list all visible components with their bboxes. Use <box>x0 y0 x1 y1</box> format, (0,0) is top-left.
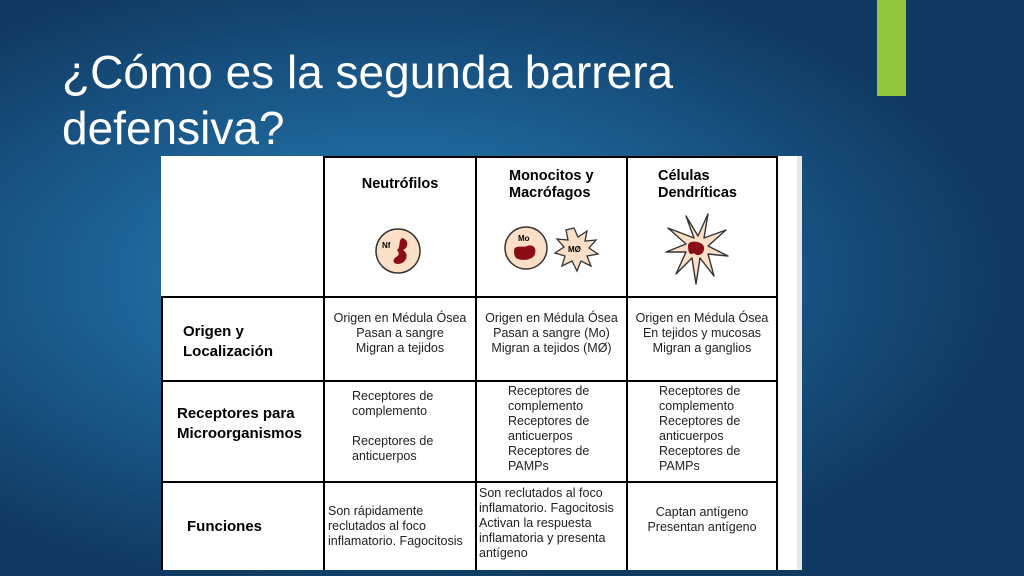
grid-line <box>776 156 778 570</box>
neutrophil-label: Nf <box>382 241 391 250</box>
grid-line <box>161 296 163 570</box>
neutrophil-icon <box>374 226 424 276</box>
column-header-monocitos: Monocitos y Macrófagos <box>509 168 594 201</box>
grid-line <box>161 380 778 382</box>
grid-line <box>161 481 778 483</box>
monocyte-label: Mo <box>518 234 530 243</box>
monocyte-macrophage-icon <box>501 226 601 276</box>
cell-funciones-neutrofilos: Son rápidamente reclutados al foco inflamatorio. Fagocitosis <box>328 504 463 548</box>
cell-receptores-monocitos: Receptores de complemento Receptores de anticuerpos Receptores de PAMPs <box>508 384 590 473</box>
grid-line <box>323 156 325 570</box>
slide-title <box>62 44 842 156</box>
row-header-funciones: Funciones <box>187 518 263 535</box>
svg-text:Mo <box>518 234 530 243</box>
cell-origen-dendriticas: Origen en Médula Ósea En tejidos y mucosas Migran a ganglios <box>635 311 769 355</box>
green-accent-bar <box>877 0 906 96</box>
grid-line <box>475 156 477 570</box>
grid-line <box>323 156 778 158</box>
title-line-2: defensiva? <box>62 102 285 154</box>
table-edge-strip <box>797 156 802 570</box>
cell-receptores-dendriticas: Receptores de complemento Receptores de anticuerpos Receptores de PAMPs <box>659 384 741 473</box>
svg-text:MØ <box>568 245 581 254</box>
cell-origen-monocitos: Origen en Médula Ósea Pasan a sangre (Mo) Migran a tejidos (MØ) <box>485 311 618 355</box>
dendritic-cell-icon <box>664 208 734 288</box>
column-header-neutrofilos: Neutrófilos <box>361 176 439 192</box>
grid-line <box>161 296 778 298</box>
cell-funciones-dendriticas: Captan antígeno Presentan antígeno <box>647 505 757 534</box>
macrophage-label: MØ <box>568 245 581 254</box>
comparison-table <box>161 156 802 570</box>
svg-text:Nf <box>382 241 391 250</box>
cell-origen-neutrofilos: Origen en Médula Ósea Pasan a sangre Migran a tejidos <box>333 311 467 355</box>
row-header-receptores: Receptores para Microorganismos <box>177 405 303 442</box>
row-header-origen: Origen y Localización <box>183 323 274 360</box>
cell-receptores-neutrofilos: Receptores de complemento Receptores de anticuerpos <box>352 389 434 463</box>
cell-funciones-monocitos: Son reclutados al foco inflamatorio. Fagocitosis Activan la respuesta inflamatoria y presenta antígeno <box>479 486 614 560</box>
title-line-1: ¿Cómo es la segunda barrera <box>62 46 674 98</box>
column-header-dendriticas: Células Dendríticas <box>658 168 737 201</box>
